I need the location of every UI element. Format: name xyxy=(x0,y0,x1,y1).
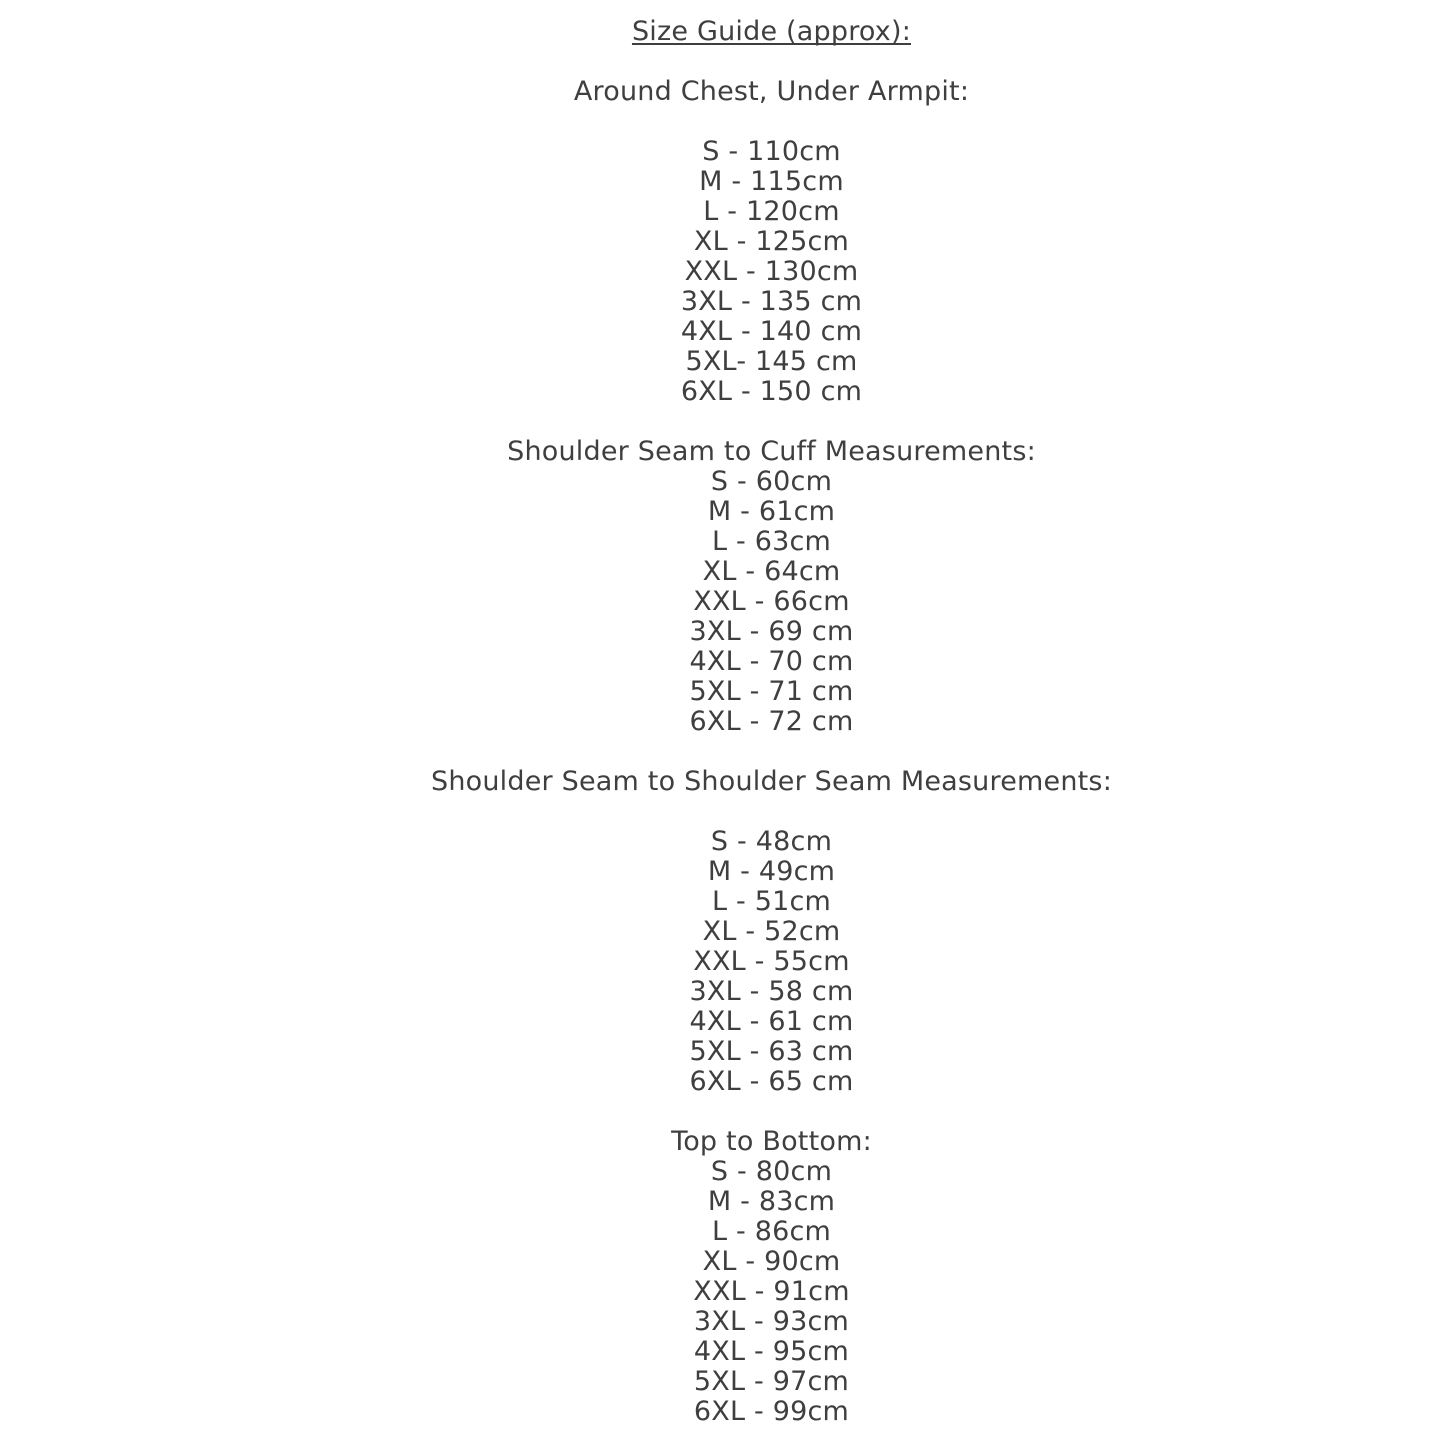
blank-line xyxy=(98,1097,1445,1127)
size-row: XL - 125cm xyxy=(693,226,850,257)
size-row: 3XL - 58 cm xyxy=(689,976,854,1007)
section-heading-shoulder: Shoulder Seam to Shoulder Seam Measurements: xyxy=(430,766,1112,797)
size-row: XXL - 55cm xyxy=(693,946,850,977)
size-row: 5XL- 145 cm xyxy=(685,346,858,377)
blank-line xyxy=(98,107,1445,137)
size-row: XL - 90cm xyxy=(702,1246,841,1277)
size-row: M - 83cm xyxy=(707,1186,836,1217)
size-row: 3XL - 135 cm xyxy=(680,286,863,317)
size-row: 4XL - 140 cm xyxy=(680,316,863,347)
size-row: 6XL - 65 cm xyxy=(689,1066,854,1097)
size-row: 5XL - 97cm xyxy=(693,1366,850,1397)
size-row: XXL - 66cm xyxy=(693,586,850,617)
size-row: M - 49cm xyxy=(707,856,836,887)
page-title: Size Guide (approx): xyxy=(631,16,912,47)
size-row: 5XL - 63 cm xyxy=(689,1036,854,1067)
blank-line xyxy=(98,737,1445,767)
size-row: XXL - 91cm xyxy=(693,1276,850,1307)
size-row: 5XL - 71 cm xyxy=(689,676,854,707)
section-heading-cuff: Shoulder Seam to Cuff Measurements: xyxy=(507,436,1036,467)
size-row: 6XL - 72 cm xyxy=(689,706,854,737)
size-row: 4XL - 95cm xyxy=(693,1336,850,1367)
section-heading-chest: Around Chest, Under Armpit: xyxy=(573,76,970,107)
size-row: L - 63cm xyxy=(711,526,832,557)
size-row: XL - 52cm xyxy=(702,916,841,947)
size-row: 4XL - 70 cm xyxy=(689,646,854,677)
blank-line xyxy=(98,47,1445,77)
size-row: 6XL - 99cm xyxy=(693,1396,850,1427)
blank-line xyxy=(98,797,1445,827)
size-row: S - 48cm xyxy=(710,826,833,857)
size-row: XL - 64cm xyxy=(702,556,841,587)
size-row: 4XL - 61 cm xyxy=(689,1006,854,1037)
size-row: S - 80cm xyxy=(710,1156,833,1187)
size-row: M - 115cm xyxy=(699,166,844,197)
size-row: S - 60cm xyxy=(710,466,833,497)
size-row: L - 120cm xyxy=(703,196,840,227)
blank-line xyxy=(98,407,1445,437)
size-row: 6XL - 150 cm xyxy=(680,376,863,407)
size-row: S - 110cm xyxy=(702,136,841,167)
section-heading-length: Top to Bottom: xyxy=(671,1126,872,1157)
size-row: L - 86cm xyxy=(711,1216,832,1247)
size-row: M - 61cm xyxy=(707,496,836,527)
size-row: XXL - 130cm xyxy=(684,256,859,287)
size-row: 3XL - 93cm xyxy=(693,1306,850,1337)
size-row: 3XL - 69 cm xyxy=(689,616,854,647)
size-row: L - 51cm xyxy=(711,886,832,917)
